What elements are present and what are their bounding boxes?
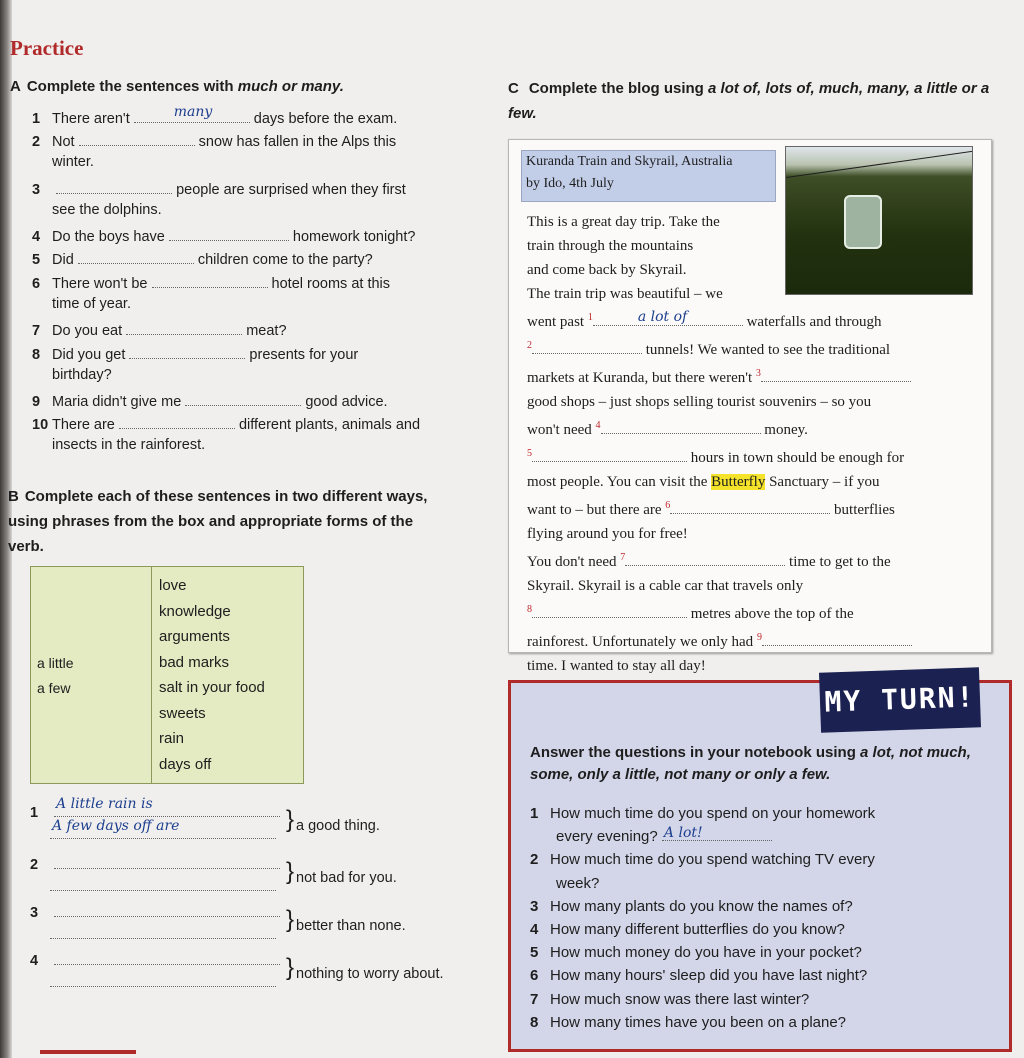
list-item: 1 A little rain is: [30, 798, 280, 821]
list-item: 5 Did children come to the party?: [32, 249, 373, 268]
list-item: 6 There won't be hotel rooms at this: [32, 273, 390, 292]
answer-blank[interactable]: [79, 131, 195, 146]
answer-blank[interactable]: [625, 551, 785, 566]
answer-blank[interactable]: [119, 414, 235, 429]
list-item: 2 Not snow has fallen in the Alps this: [32, 131, 396, 150]
list-item: 2: [30, 850, 280, 873]
answer-blank[interactable]: A few days off are: [50, 820, 276, 839]
list-item-line2: } better than none.: [50, 920, 276, 943]
answer-blank[interactable]: [670, 499, 830, 514]
section-a-instructions: A Complete the sentences with much or many.: [10, 78, 344, 95]
answer-blank[interactable]: a lot of: [593, 311, 743, 326]
section-a-letter: A: [10, 78, 21, 95]
list-item: 4 Do the boys have homework tonight?: [32, 226, 415, 245]
list-item: 2 How much time do you spend watching TV every: [530, 851, 875, 869]
list-item: 3 How many plants do you know the names of?: [530, 897, 853, 915]
answer-blank[interactable]: [532, 339, 642, 354]
list-item: 1 How much time do you spend on your homework: [530, 805, 876, 822]
answer-blank[interactable]: [126, 320, 242, 335]
list-item: 4: [30, 946, 280, 969]
list-item-line2: } not bad for you.: [50, 872, 276, 895]
blog-text: This is a great day trip. Take the train through the mountains and come back by Skyrail. The train trip was beautiful – we went past $^1$ a lot of waterfalls and through $^2$ tunnels! We wanted to see the traditional markets at Kuranda, but there weren't $^3$ good shops – just shops selling tourist souvenirs – so you won't need $^4$ money. $^5$ hours in town should be enough for most people. You can visit the Butterfly Sanctuary – if you want to – but there are $^6$ butterflies flying around you for free! You don't need $^7$ time to get to the Skyrail. Skyrail is a cable car that travels only $^8$ metres above the top of the rainforest. Unfortunately we only had $^9$ time. I wanted to stay all day!: [527, 210, 977, 678]
my-turn-questions: 1 How much time do you spend on your homework every evening? A lot! 2 How much time do you spend watching TV every week? 3 How many plants do you know the names of? 4 How many different butterflies do you know? 5 How much money do you have in your pocket? 6 How many hours' sleep did you have last night? 7 How much snow was there last winter? 8 How many times have you been on a plane?: [530, 802, 1000, 1034]
list-item: 7 How much snow was there last winter?: [530, 990, 810, 1008]
list-item: 3: [30, 898, 280, 921]
phrase-box: [30, 566, 304, 784]
list-item-line2: } nothing to worry about.: [50, 968, 276, 991]
answer-blank[interactable]: [169, 226, 289, 241]
answer-blank[interactable]: [50, 920, 276, 939]
list-item: 8 Did you get presents for your: [32, 344, 358, 363]
answer-blank[interactable]: [129, 344, 245, 359]
blog-panel: [508, 139, 992, 674]
answer-blank[interactable]: [185, 391, 301, 406]
answer-blank[interactable]: [152, 273, 268, 288]
answer-blank[interactable]: [50, 968, 276, 987]
list-item: 8 How many times have you been on a plane?: [530, 1013, 847, 1031]
page-title: Practice: [10, 36, 84, 60]
list-item: 3 people are surprised when they first: [32, 179, 406, 198]
noun-column: love knowledge arguments bad marks salt in your food sweets rain days off: [159, 577, 265, 773]
answer-blank[interactable]: many: [134, 108, 250, 123]
blog-header: Kuranda Train and Skyrail, Australia by Ido, 4th July: [521, 150, 776, 202]
answer-blank[interactable]: [601, 419, 761, 434]
list-item-line2: A few days off are } a good thing.: [50, 820, 276, 843]
answer-blank[interactable]: [50, 872, 276, 891]
answer-blank[interactable]: [54, 898, 280, 917]
section-b-instructions: B Complete each of these sentences in two different ways, using phrases from the box and appropriate forms of the verb.: [8, 488, 428, 555]
answer-blank[interactable]: [54, 850, 280, 869]
my-turn-instructions: Answer the questions in your notebook using a lot, not much, some, only a little, not many or only a few.: [530, 744, 971, 783]
list-item: 9 Maria didn't give me good advice.: [32, 391, 388, 410]
answer-blank[interactable]: A lot!: [662, 826, 772, 841]
answer-blank[interactable]: A little rain is: [54, 798, 280, 817]
footer-rule: [40, 1050, 136, 1054]
answer-blank[interactable]: [56, 179, 172, 194]
answer-blank[interactable]: [532, 603, 687, 618]
answer-blank[interactable]: [54, 946, 280, 965]
section-c-instructions: C Complete the blog using a lot of, lots of, much, many, a little or a few.: [508, 80, 990, 122]
answer-blank[interactable]: [762, 631, 912, 646]
list-item: 4 How many different butterflies do you know?: [530, 921, 845, 939]
answer-blank[interactable]: [532, 447, 687, 462]
answer-blank[interactable]: [761, 367, 911, 382]
list-item: 7 Do you eat meat?: [32, 320, 287, 339]
quantifier-column: a little a few: [37, 655, 74, 696]
answer-blank[interactable]: [78, 249, 194, 264]
list-item: 1 There aren't many days before the exam.: [32, 104, 398, 127]
list-item: 10 There are different plants, animals and: [32, 414, 420, 433]
list-item: 5 How much money do you have in your pocket?: [530, 944, 862, 962]
list-item: 6 How many hours' sleep did you have last night?: [530, 967, 868, 985]
my-turn-badge: MY TURN!: [819, 667, 981, 733]
